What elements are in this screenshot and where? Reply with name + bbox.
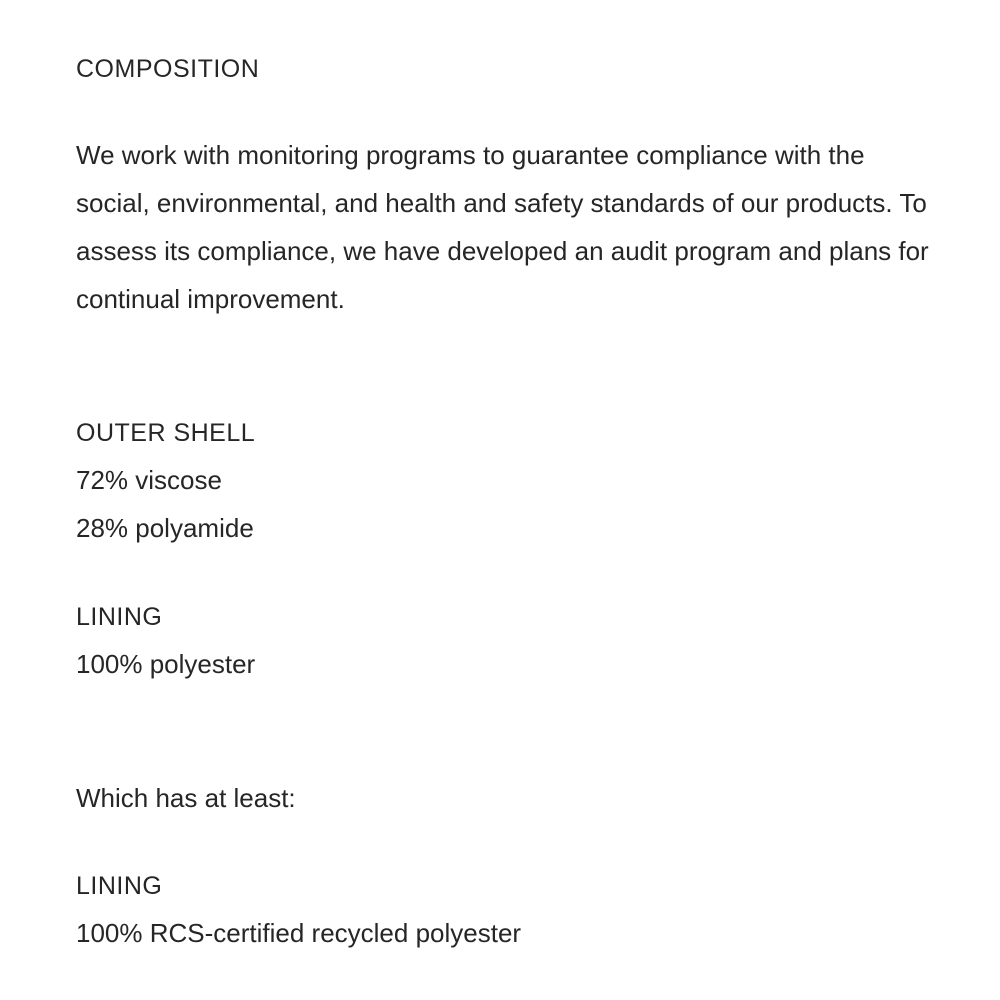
lining-item: 100% polyester: [76, 649, 256, 679]
composition-heading: COMPOSITION: [76, 55, 260, 83]
composition-intro: We work with monitoring programs to guarantee compliance with the social, environmental, and health and safety standards of our products. To assess its compliance, we have developed an audit program and plans for continual improvement.: [76, 140, 929, 314]
outer-shell-heading: OUTER SHELL: [76, 419, 256, 447]
outer-shell-item: 28% polyamide: [76, 513, 254, 543]
outer-shell-item: 72% viscose: [76, 465, 222, 495]
minimum-intro: Which has at least:: [76, 783, 296, 813]
recycled-lining-heading: LINING: [76, 872, 163, 900]
recycled-lining-item: 100% RCS-certified recycled polyester: [76, 918, 522, 948]
lining-heading: LINING: [76, 603, 163, 631]
